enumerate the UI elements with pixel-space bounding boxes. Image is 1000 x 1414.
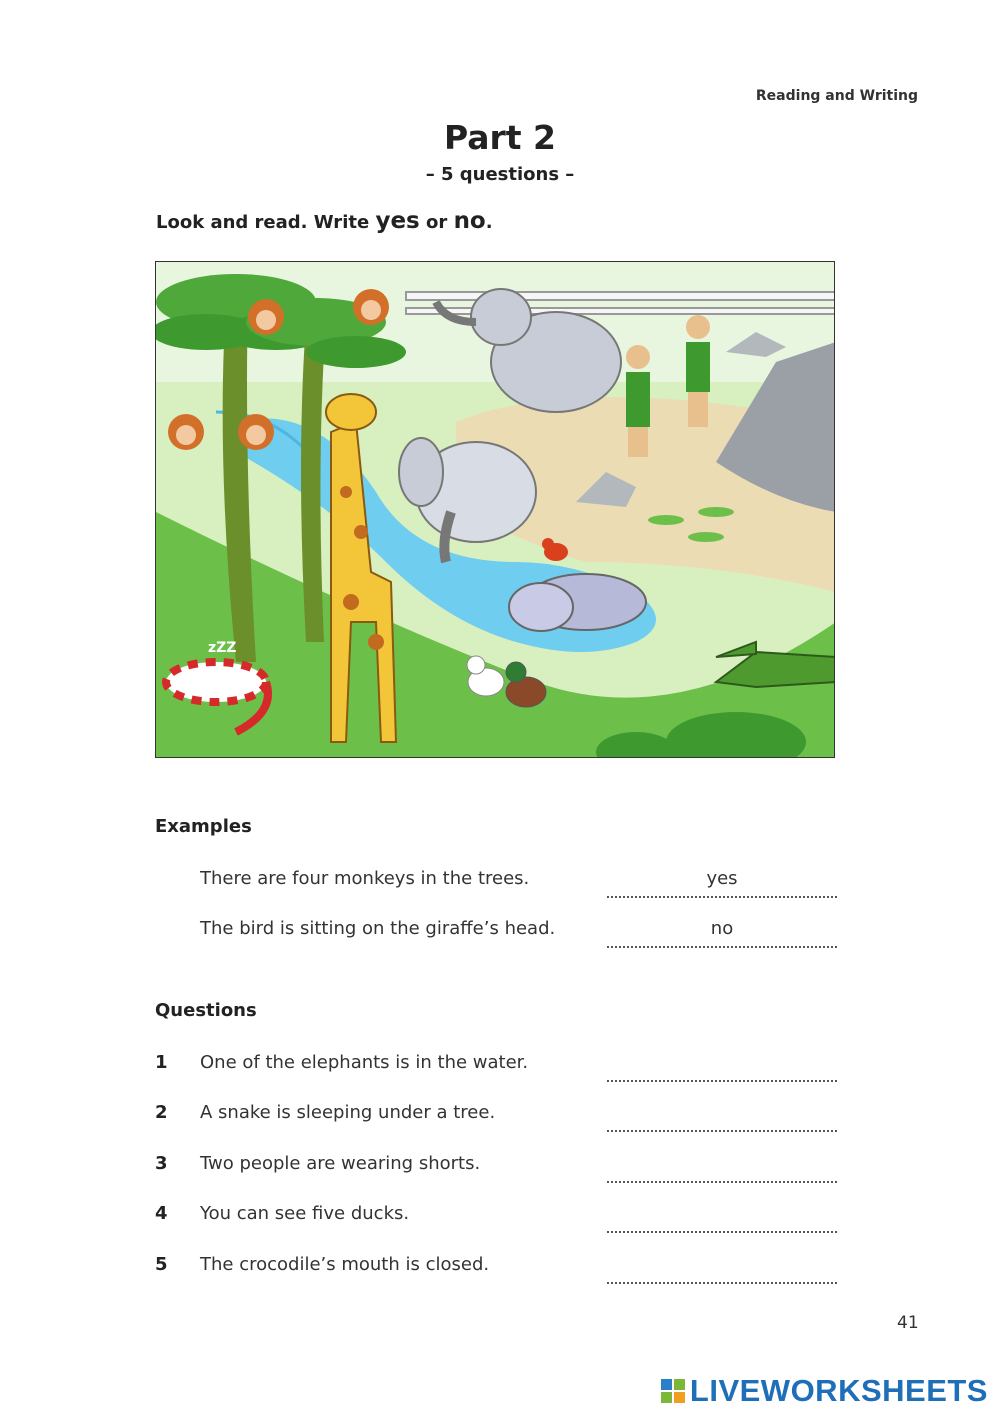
question-5-number: 5 [155, 1254, 168, 1275]
instruction-prefix: Look and read. Write [156, 212, 370, 233]
instruction [156, 208, 493, 234]
example-1-text: There are four monkeys in the trees. [200, 868, 530, 889]
example-1-answer: yes [706, 868, 738, 889]
section-label: Reading and Writing [755, 88, 918, 104]
question-5-text: The crocodile’s mouth is closed. [200, 1254, 490, 1275]
question-row-1 [155, 1050, 837, 1082]
part-subtitle: – 5 questions – [425, 164, 575, 185]
question-2-answer-field[interactable] [607, 1110, 837, 1132]
example-row-2 [155, 916, 837, 948]
instruction-suffix: . [485, 212, 493, 233]
question-4-number: 4 [155, 1203, 168, 1224]
question-3-text: Two people are wearing shorts. [200, 1153, 481, 1174]
question-5-answer-field[interactable] [607, 1262, 837, 1284]
monkey-2 [353, 289, 389, 325]
example-row-1 [155, 866, 837, 898]
instruction-yes: yes [375, 208, 420, 234]
example-2-answer: no [710, 918, 734, 939]
part-title: Part 2 [443, 118, 557, 157]
monkey-1 [248, 299, 284, 335]
question-3-answer-field[interactable] [607, 1161, 837, 1183]
question-4-answer-field[interactable] [607, 1211, 837, 1233]
question-row-5 [155, 1252, 837, 1284]
liveworksheets-logo-icon [660, 1378, 686, 1404]
liveworksheets-brand[interactable] [660, 1373, 988, 1409]
zoo-scene-illustration [155, 261, 835, 758]
question-2-number: 2 [155, 1102, 168, 1123]
question-row-2 [155, 1100, 837, 1132]
zookeeper-1 [626, 345, 650, 457]
question-4-text: You can see five ducks. [200, 1203, 410, 1224]
example-2-answer-line [607, 918, 837, 948]
question-1-answer-field[interactable] [607, 1060, 837, 1082]
question-1-number: 1 [155, 1052, 168, 1073]
examples-heading: Examples [155, 816, 252, 837]
zookeeper-2 [686, 315, 710, 427]
question-2-text: A snake is sleeping under a tree. [200, 1102, 496, 1123]
example-1-answer-line [607, 868, 837, 898]
question-row-3 [155, 1151, 837, 1183]
brand-name: LIVEWORKSHEETS [689, 1373, 988, 1408]
monkey-4 [238, 414, 274, 450]
question-1-text: One of the elephants is in the water. [200, 1052, 529, 1073]
question-3-number: 3 [155, 1153, 168, 1174]
monkey-3 [168, 414, 204, 450]
instruction-no: no [453, 208, 486, 234]
question-row-4 [155, 1201, 837, 1233]
instruction-or: or [426, 212, 448, 233]
example-2-text: The bird is sitting on the giraffe’s head. [200, 918, 556, 939]
sleep-text: zZZ [208, 640, 237, 656]
page-number: 41 [897, 1313, 919, 1333]
questions-heading: Questions [155, 1000, 257, 1021]
